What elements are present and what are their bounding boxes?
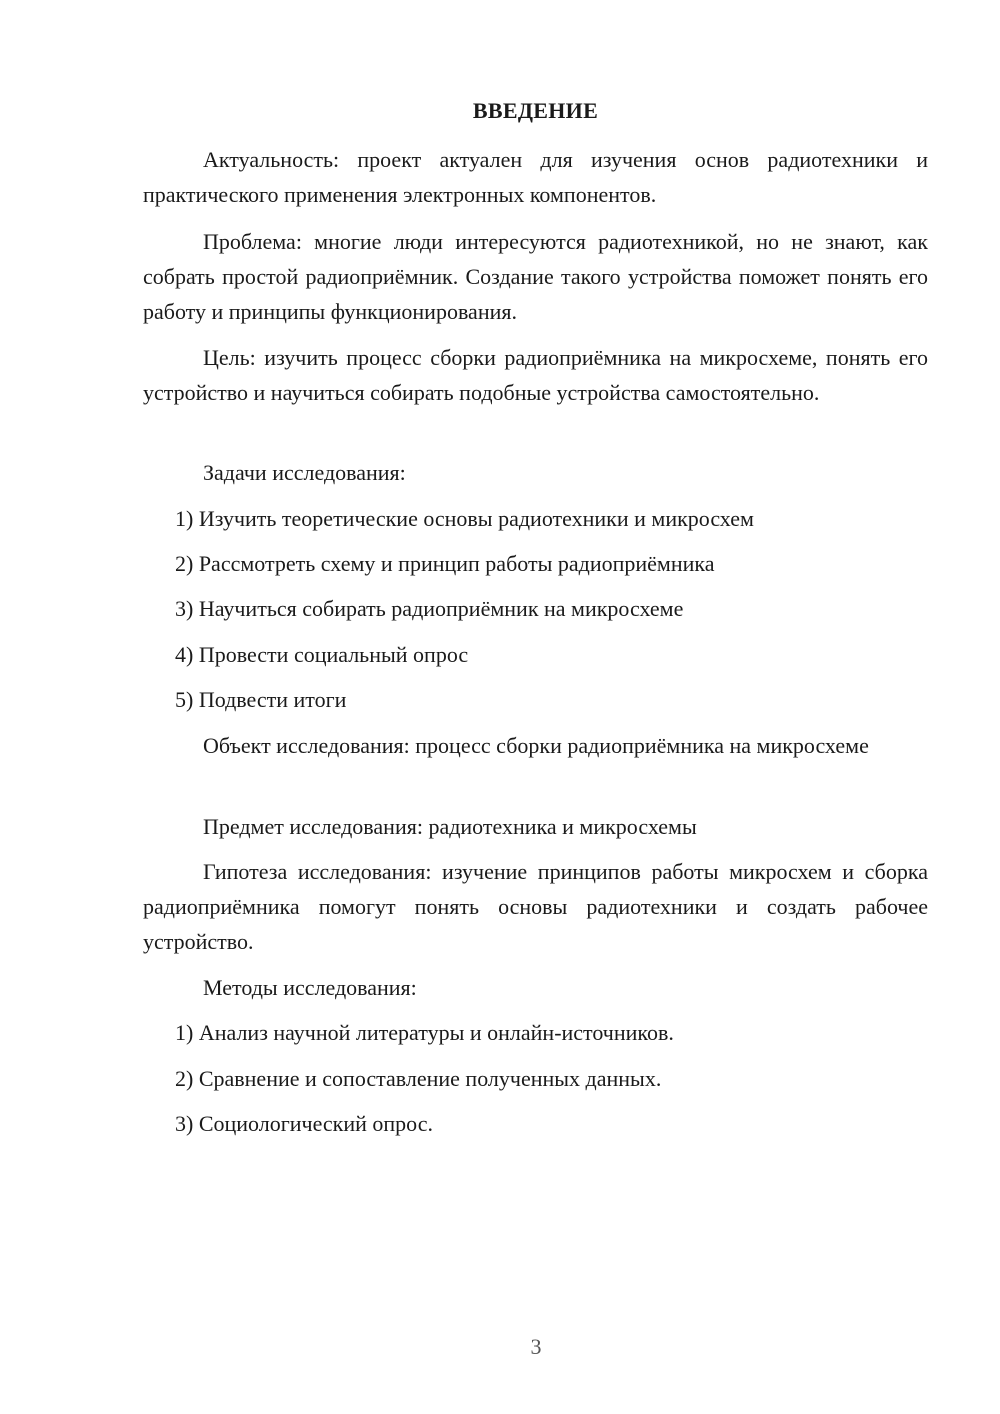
relevance-paragraph: Актуальность: проект актуален для изучения основ радиотехники и практического применения электронных компонентов.: [143, 147, 928, 207]
task-item-3: 3) Научиться собирать радиоприёмник на микросхеме: [175, 596, 684, 621]
task-item-4: 4) Провести социальный опрос: [175, 642, 469, 667]
problem-paragraph: Проблема: многие люди интересуются радиотехникой, но не знают, как собрать простой радиоприёмник. Создание такого устройства поможет понять его работу и принципы функционирования.: [143, 229, 928, 324]
subject-paragraph: Предмет исследования: радиотехника и микросхемы: [203, 814, 697, 839]
object-paragraph: Объект исследования: процесс сборки радиоприёмника на микросхеме: [203, 733, 869, 758]
method-item-1: 1) Анализ научной литературы и онлайн-источников.: [175, 1020, 674, 1045]
task-item-2: 2) Рассмотреть схему и принцип работы радиоприёмника: [175, 551, 715, 576]
methods-heading: Методы исследования:: [203, 975, 417, 1000]
page-number: 3: [530, 1334, 542, 1359]
page-title: ВВЕДЕНИЕ: [472, 98, 599, 123]
hypothesis-paragraph: Гипотеза исследования: изучение принципов работы микросхем и сборка радиоприёмника помогут понять основы радиотехники и создать рабочее устройство.: [143, 859, 928, 954]
goal-paragraph: Цель: изучить процесс сборки радиоприёмника на микросхеме, понять его устройство и научиться собирать подобные устройства самостоятельно.: [143, 345, 928, 405]
method-item-2: 2) Сравнение и сопоставление полученных данных.: [175, 1066, 662, 1091]
tasks-heading: Задачи исследования:: [203, 460, 406, 485]
task-item-5: 5) Подвести итоги: [175, 687, 347, 712]
method-item-3: 3) Социологический опрос.: [175, 1111, 433, 1136]
task-item-1: 1) Изучить теоретические основы радиотехники и микросхем: [175, 506, 754, 531]
